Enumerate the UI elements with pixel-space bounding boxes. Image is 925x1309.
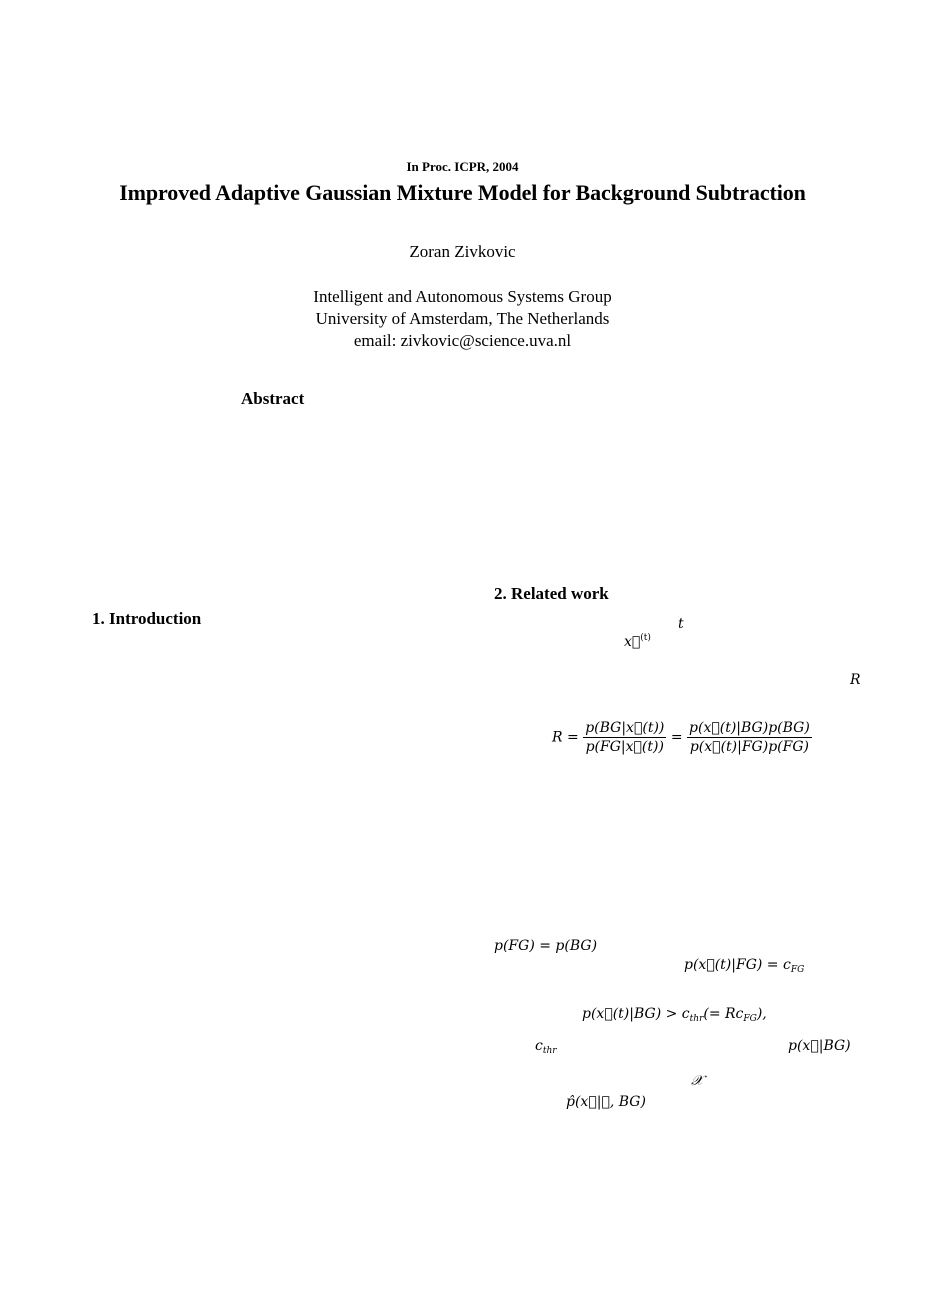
eq1-fraction-1-denominator: p(FG|x⃗(t)): [585, 739, 664, 755]
author-name: Zoran Zivkovic: [409, 242, 516, 261]
venue-line: In Proc. ICPR, 2004: [406, 159, 519, 174]
equation-1: [552, 720, 812, 755]
affiliation-block: [0, 286, 925, 352]
math-x-t: [624, 633, 651, 650]
eq1-fraction-1-numerator: p(BG|x⃗(t)): [585, 720, 665, 736]
math-c-thr: [535, 1038, 557, 1056]
eq1-fraction-2: [687, 720, 812, 755]
math-ineq-rest: (= Rc: [703, 1006, 744, 1022]
math-t: t: [678, 616, 684, 632]
math-ineq-end: ),: [756, 1006, 767, 1022]
math-superscript: (t): [640, 633, 651, 643]
introduction-heading: 1. Introduction: [92, 609, 202, 628]
math-subscript: thr: [542, 1046, 557, 1056]
math-subscript: FG: [790, 965, 805, 975]
math-foreground-density: [684, 957, 804, 975]
math-subscript: thr: [689, 1014, 704, 1024]
eq1-lhs: R =: [552, 729, 579, 746]
related-work-heading: 2. Related work: [494, 584, 609, 603]
math-training-set: 𝒳: [691, 1073, 704, 1089]
math-estimated-density: p̂(x⃗|𝒳, BG): [566, 1094, 646, 1110]
math-prior-equality: p(FG) = p(BG): [494, 938, 598, 954]
math-threshold-inequality: [582, 1006, 767, 1024]
affiliation-line: email: zivkovic@science.uva.nl: [353, 331, 572, 350]
math-background-density: p(x⃗|BG): [788, 1038, 851, 1054]
math-x-vector: x⃗: [624, 634, 641, 650]
math-c: c: [535, 1038, 543, 1054]
affiliation-line: Intelligent and Autonomous Systems Group: [313, 287, 612, 306]
affiliation-line: University of Amsterdam, The Netherlands: [315, 309, 610, 328]
eq1-fraction-2-denominator: p(x⃗(t)|FG)p(FG): [689, 739, 809, 755]
math-subscript: FG: [743, 1014, 757, 1024]
math-R: R: [850, 672, 861, 688]
abstract-heading: Abstract: [241, 389, 305, 408]
eq1-equals: =: [670, 729, 683, 746]
math-ineq-text: p(x⃗(t)|BG) > c: [582, 1006, 690, 1022]
eq1-fraction-1: [583, 720, 666, 755]
math-foreground-density-text: p(x⃗(t)|FG) = c: [684, 957, 791, 973]
eq1-fraction-2-numerator: p(x⃗(t)|BG)p(BG): [689, 720, 810, 736]
paper-title: Improved Adaptive Gaussian Mixture Model for Background Subtraction: [119, 180, 806, 205]
